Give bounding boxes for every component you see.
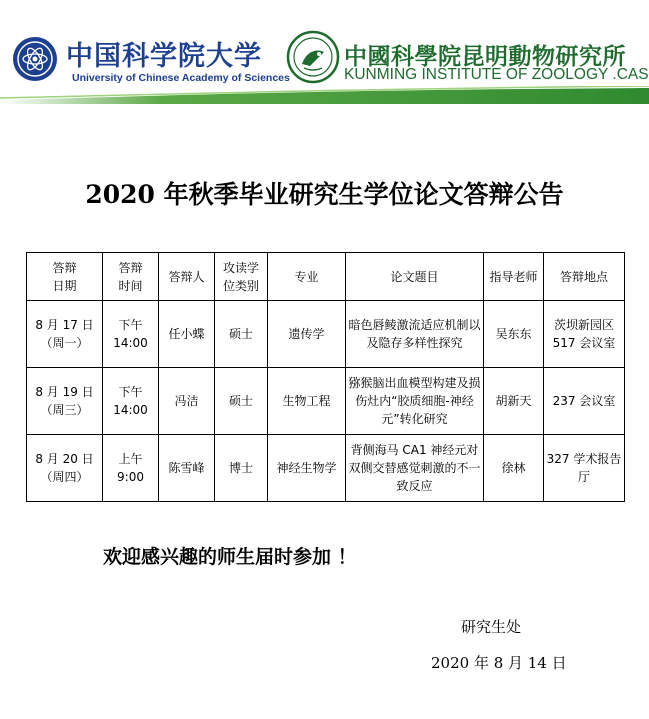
cell-thesis: 暗色唇鲮激流适应机制以及隐存多样性探究	[346, 301, 484, 368]
green-divider-band	[0, 86, 649, 104]
header-major: 专业	[268, 253, 346, 301]
cell-advisor: 徐林	[484, 435, 544, 502]
cell-time: 下午 14:00	[103, 368, 159, 435]
cell-thesis: 猕猴脑出血模型构建及损伤灶内“胶质细胞-神经元”转化研究	[346, 368, 484, 435]
header-advisor: 指导老师	[484, 253, 544, 301]
header-banner	[0, 0, 649, 108]
ucas-name-cn: 中国科学院大学	[66, 41, 262, 72]
header-thesis: 论文题目	[346, 253, 484, 301]
welcome-message: 欢迎感兴趣的师生届时参加 ！	[103, 546, 357, 568]
header-candidate: 答辩人	[159, 253, 215, 301]
cell-thesis: 背侧海马 CA1 神经元对双侧交替感觉刺激的不一致反应	[346, 435, 484, 502]
cell-time: 上午 9:00	[103, 435, 159, 502]
ucas-emblem-icon	[12, 36, 58, 82]
cell-date: 8 月 17 日 （周一）	[27, 301, 103, 368]
defense-schedule-table	[26, 252, 625, 502]
cell-candidate: 任小蝶	[159, 301, 215, 368]
cell-degree: 硕士	[215, 368, 268, 435]
cell-major: 生物工程	[268, 368, 346, 435]
cell-date: 8 月 20 日 （周四）	[27, 435, 103, 502]
cell-candidate: 冯洁	[159, 368, 215, 435]
kiz-name-en: KUNMING INSTITUTE OF ZOOLOGY .CAS	[344, 66, 649, 83]
table-row	[27, 435, 625, 502]
table-row	[27, 368, 625, 435]
cell-advisor: 胡新天	[484, 368, 544, 435]
table-row	[27, 301, 625, 368]
header-degree: 攻读学 位类别	[215, 253, 268, 301]
page-title: 2020 年秋季毕业研究生学位论文答辩公告	[85, 180, 564, 209]
table-header-row	[27, 253, 625, 301]
cell-location: 327 学术报告厅	[544, 435, 625, 502]
issue-date: 2020 年 8 月 14 日	[431, 654, 567, 672]
cell-location: 237 会议室	[544, 368, 625, 435]
cell-degree: 硕士	[215, 301, 268, 368]
cell-advisor: 吴东东	[484, 301, 544, 368]
cell-major: 神经生物学	[268, 435, 346, 502]
cell-date: 8 月 19 日 （周三）	[27, 368, 103, 435]
cell-location: 茨坝新园区 517 会议室	[544, 301, 625, 368]
cell-degree: 博士	[215, 435, 268, 502]
header-date: 答辩 日期	[27, 253, 103, 301]
cell-time: 下午 14:00	[103, 301, 159, 368]
cell-candidate: 陈雪峰	[159, 435, 215, 502]
kiz-name-cn: 中國科學院昆明動物研究所	[344, 43, 626, 70]
ucas-name-en: University of Chinese Academy of Sciences	[72, 72, 290, 84]
cell-major: 遗传学	[268, 301, 346, 368]
issuer-signature: 研究生处	[461, 618, 522, 636]
header-time: 答辩 时间	[103, 253, 159, 301]
header-location: 答辩地点	[544, 253, 625, 301]
kiz-emblem-icon	[286, 30, 340, 84]
